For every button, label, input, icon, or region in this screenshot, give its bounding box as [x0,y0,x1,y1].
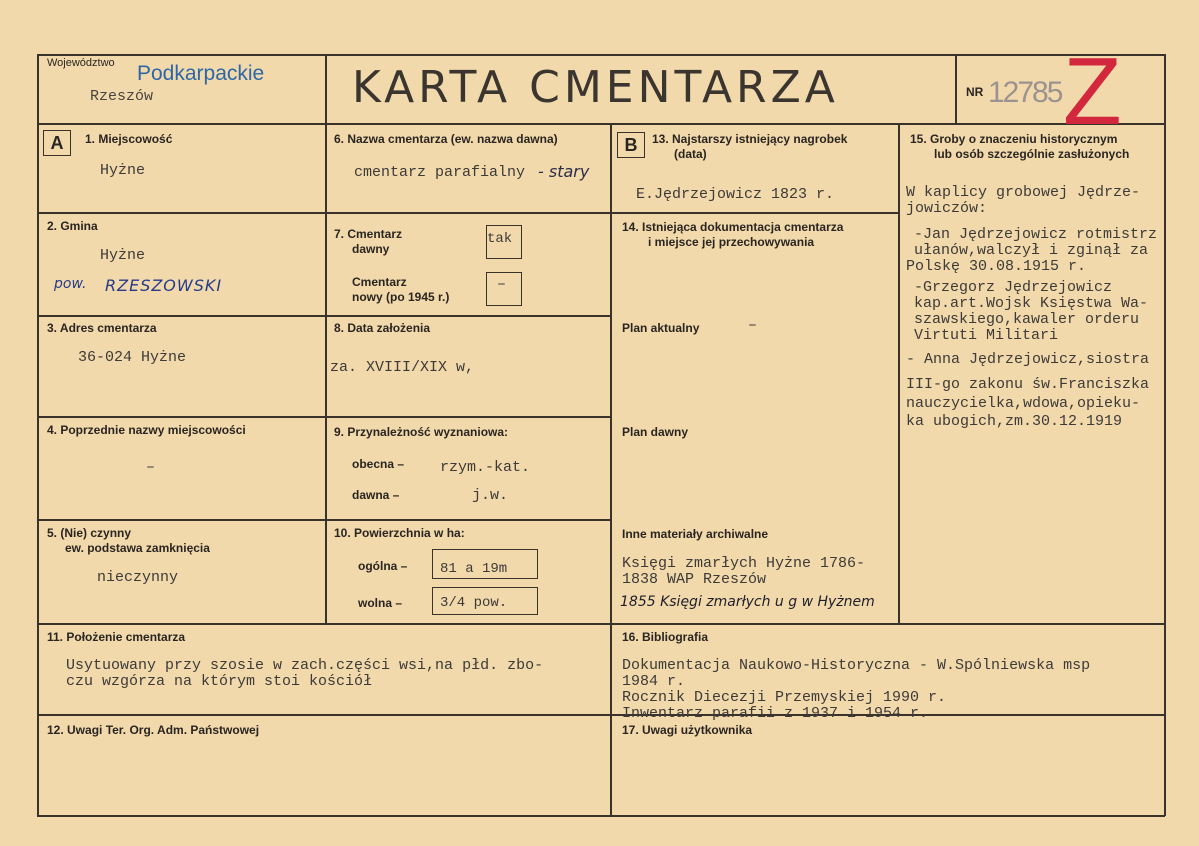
field-15-line: kap.art.Wojsk Księstwa Wa- [914,295,1149,312]
field-1-value: Hyżne [100,162,146,179]
new-cemetery-value: – [497,276,507,293]
field-15-line: szawskiego,kawaler orderu [914,311,1140,328]
bibliography-line-3: Rocznik Diecezji Przemyskiej 1990 r. [622,689,947,706]
plan-old-label: Plan dawny [622,425,689,439]
archive-line-2: 1838 WAP Rzeszów [622,571,767,588]
field-2-value: Hyżne [100,247,146,264]
field-10-label: 10. Powierzchnia w ha: [334,526,465,540]
field-10-free-label: wolna – [358,596,403,610]
field-9-label: 9. Przynależność wyznaniowa: [334,425,509,439]
field-8-value: za. XVIII/XIX w, [330,359,475,376]
field-3-label: 3. Adres cmentarza [47,321,157,335]
section-b-marker: B [617,132,645,158]
archive-handwritten: 1855 Księgi zmarłych u g w Hyżnem [620,594,875,610]
section-a-marker: A [43,130,71,156]
bibliography-line-4: Inwentarz parafii z 1937 i 1954 r. [622,705,929,722]
district-value: RZESZOWSKI [105,276,223,295]
field-7-label: 7. Cmentarz [334,227,403,241]
field-5-sublabel: ew. podstawa zamknięcia [65,541,210,555]
field-2-label: 2. Gmina [47,219,98,233]
field-5-value: nieczynny [97,569,179,586]
field-9-old-label: dawna – [352,488,400,502]
field-6-value: cmentarz parafialny [354,164,526,181]
field-7-new-label: Cmentarz [352,275,407,289]
field-11-line-1: Usytuowany przy szosie w zach.części wsi,na płd. zbo- [66,657,544,674]
old-cemetery-value: tak [487,231,513,247]
field-15-line: ułanów,walczył i zginął za [914,242,1149,259]
bibliography-line-1: Dokumentacja Naukowo-Historyczna - W.Spólniewska msp [622,657,1091,674]
field-6-handwritten: - stary [538,162,590,181]
archive-label: Inne materiały archiwalne [622,527,769,541]
field-6-label: 6. Nazwa cmentarza (ew. nazwa dawna) [334,132,558,146]
field-8-label: 8. Data założenia [334,321,431,335]
field-12-label: 12. Uwagi Ter. Org. Adm. Państwowej [47,723,260,737]
field-16-label: 16. Bibliografia [622,630,709,644]
field-17-label: 17. Uwagi użytkownika [622,723,753,737]
field-15-sublabel: lub osób szczególnie zasłużonych [934,147,1130,161]
field-13-value: E.Jędrzejowicz 1823 r. [636,186,835,203]
plan-current-label: Plan aktualny [622,321,700,335]
field-9-current-label: obecna – [352,457,405,471]
nr-label: NR [966,85,984,99]
field-10-total-value: 81 a 19m [440,561,508,577]
district-label: pow. [54,276,87,292]
field-7-new-sublabel: nowy (po 1945 r.) [352,290,450,304]
voivodeship-value: Podkarpackie [137,62,265,85]
field-10-free-value: 3/4 pow. [440,595,508,611]
field-15-line: Polskę 30.08.1915 r. [906,258,1087,275]
field-13-sublabel: (data) [674,147,707,161]
archive-line-1: Księgi zmarłych Hyżne 1786- [622,555,866,572]
voivodeship-label: Województwo [47,57,115,69]
field-9-old-value: j.w. [472,487,509,504]
nr-value: 12785 [988,76,1062,109]
field-15-line: -Grzegorz Jędrzejowicz [914,279,1113,296]
field-5-label: 5. (Nie) czynny [47,526,132,540]
field-15-line: - Anna Jędrzejowicz,siostra [906,351,1150,368]
field-11-line-2: czu wzgórza na którym stoi kościół [66,673,373,690]
field-15-line: W kaplicy grobowej Jędrze- [906,184,1141,201]
field-15-line: -Jan Jędrzejowicz rotmistrz [914,226,1158,243]
field-15-line: ka ubogich,zm.30.12.1919 [906,413,1123,430]
field-13-label: 13. Najstarszy istniejący nagrobek [652,132,848,146]
field-9-current-value: rzym.-kat. [440,459,531,476]
field-15-line: Virtuti Militari [914,327,1059,344]
field-14-label: 14. Istniejąca dokumentacja cmentarza [622,220,844,234]
plan-current-value: – [748,317,758,334]
field-4-value: – [146,459,156,476]
field-11-label: 11. Położenie cmentarza [47,630,186,644]
field-7-old-sublabel: dawny [352,242,390,256]
field-1-label: 1. Miejscowość [85,132,173,146]
field-15-line: nauczycielka,wdowa,opieku- [906,395,1141,412]
voivodeship-previous: Rzeszów [90,88,154,105]
category-stamp: Z [1063,38,1122,145]
page-title: KARTA CMENTARZA [352,62,839,113]
field-14-sublabel: i miejsce jej przechowywania [648,235,815,249]
field-15-line: jowiczów: [906,200,988,217]
bibliography-line-2: 1984 r. [622,673,686,690]
field-3-value: 36-024 Hyżne [78,349,187,366]
field-10-total-label: ogólna – [358,559,408,573]
field-15-label: 15. Groby o znaczeniu historycznym [910,132,1118,146]
field-4-label: 4. Poprzednie nazwy miejscowości [47,423,246,437]
field-15-line: III-go zakonu św.Franciszka [906,376,1150,393]
